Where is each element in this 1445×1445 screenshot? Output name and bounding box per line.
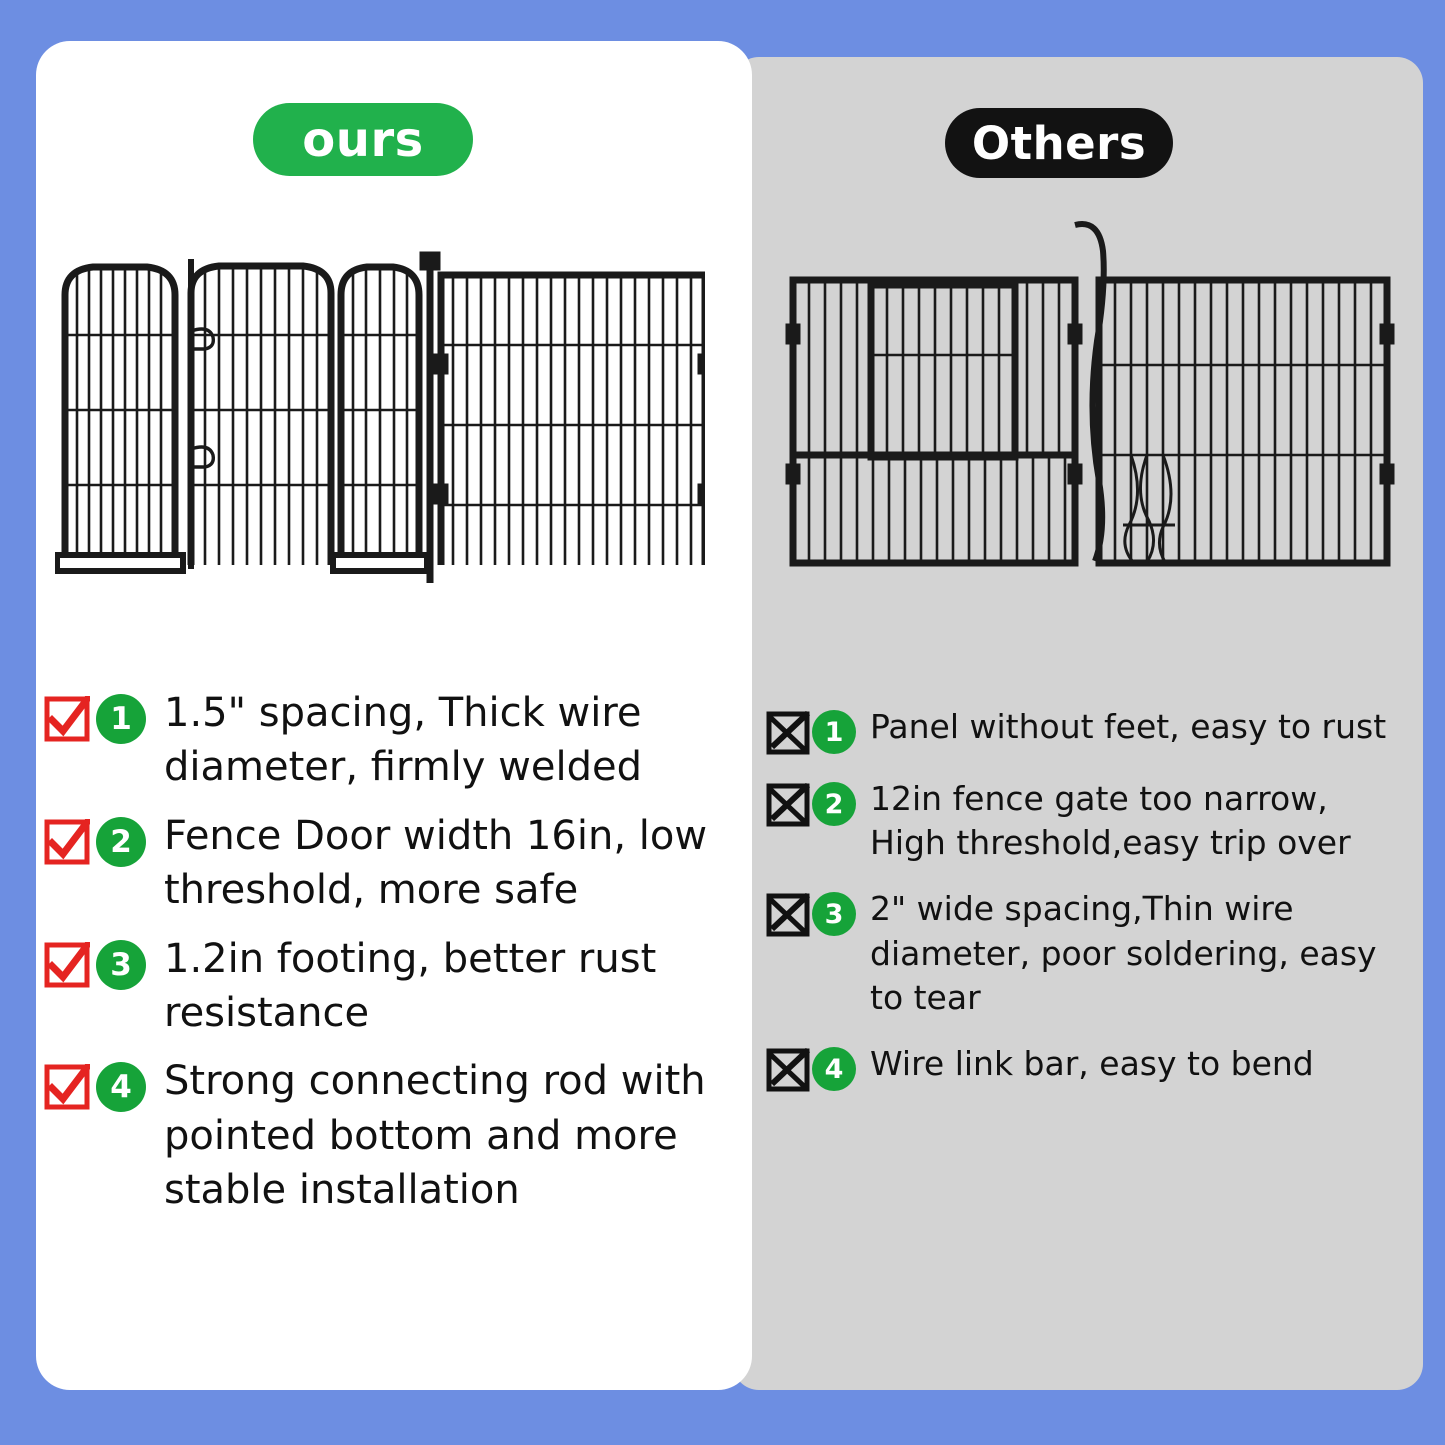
- ours-fence-illustration: [55, 235, 705, 595]
- checked-checkbox-icon: [44, 1064, 90, 1110]
- ours-item-text: 1.5" spacing, Thick wire diameter, firmly welded: [164, 690, 642, 791]
- list-item: [44, 809, 744, 918]
- checked-checkbox-icon: [44, 819, 90, 865]
- ours-item-text: 1.2in footing, better rust resistance: [164, 935, 657, 1036]
- others-item-text: Panel without feet, easy to rust: [870, 707, 1387, 746]
- ours-item-number: 3: [96, 940, 146, 990]
- checked-checkbox-icon: [44, 696, 90, 742]
- others-item-number: 3: [812, 892, 856, 936]
- others-item-number: 1: [812, 710, 856, 754]
- crossed-checkbox-icon: [766, 893, 810, 937]
- others-item-number: 2: [812, 782, 856, 826]
- list-item: [44, 1054, 744, 1217]
- list-item: [44, 686, 744, 795]
- others-item-text: 2" wide spacing,Thin wire diameter, poor soldering, easy to tear: [870, 889, 1377, 1017]
- list-item: [766, 1042, 1411, 1092]
- ours-badge: ours: [253, 103, 473, 176]
- ours-item-number: 2: [96, 817, 146, 867]
- list-item: [766, 705, 1411, 755]
- others-fence-illustration: [775, 205, 1405, 595]
- others-item-text: 12in fence gate too narrow, High threshold,easy trip over: [870, 779, 1351, 863]
- ours-item-text: Fence Door width 16in, low threshold, more safe: [164, 812, 708, 914]
- ours-item-text: Strong connecting rod with pointed bottom and more stable installation: [164, 1058, 706, 1214]
- others-badge: Others: [945, 108, 1173, 178]
- crossed-checkbox-icon: [766, 1048, 810, 1092]
- crossed-checkbox-icon: [766, 783, 810, 827]
- list-item: [766, 777, 1411, 865]
- ours-feature-list: [44, 686, 744, 1232]
- list-item: [766, 887, 1411, 1020]
- crossed-checkbox-icon: [766, 711, 810, 755]
- ours-item-number: 1: [96, 694, 146, 744]
- checked-checkbox-icon: [44, 942, 90, 988]
- list-item: [44, 932, 744, 1041]
- others-item-number: 4: [812, 1047, 856, 1091]
- others-item-text: Wire link bar, easy to bend: [870, 1044, 1314, 1084]
- ours-item-number: 4: [96, 1062, 146, 1112]
- others-feature-list: [766, 705, 1411, 1114]
